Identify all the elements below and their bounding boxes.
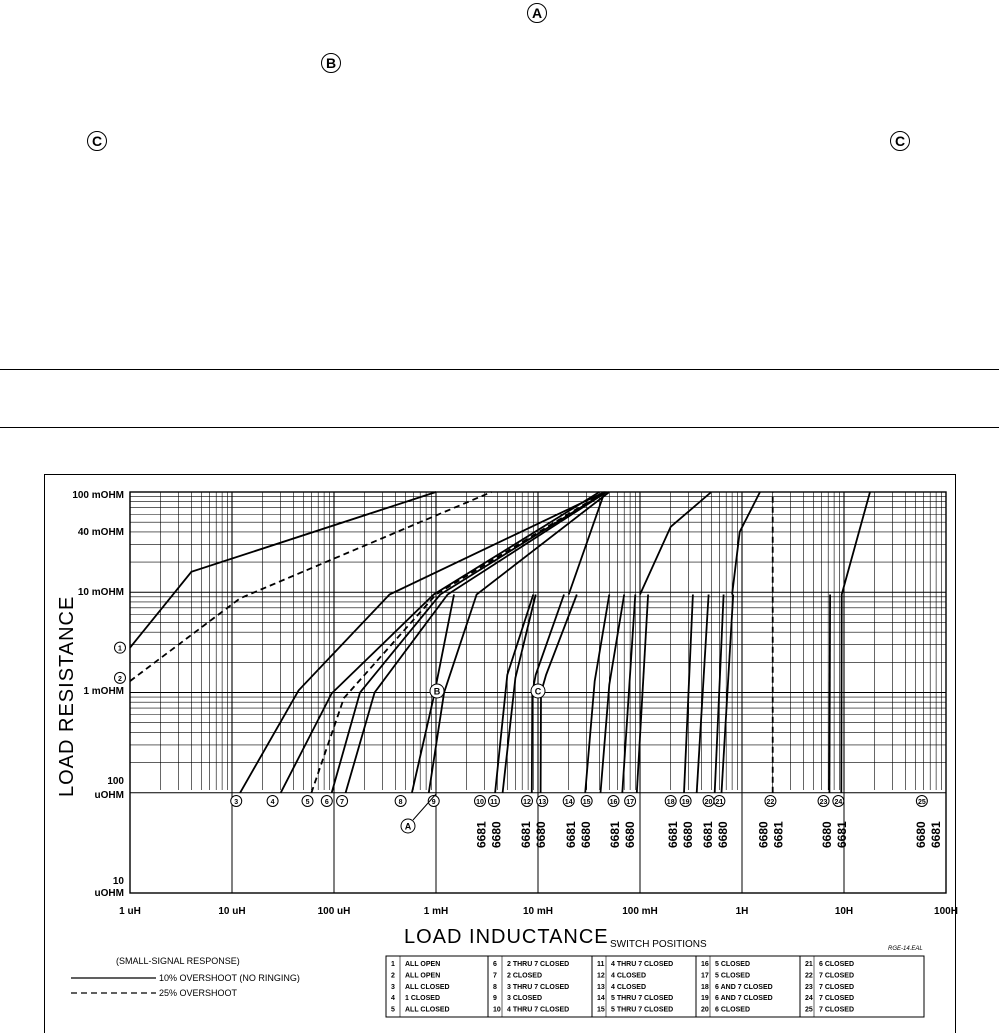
marker-18: 18 (666, 799, 675, 806)
switch-row-setting: 5 CLOSED (715, 961, 751, 968)
model-label: 6681 (607, 821, 622, 848)
y-tick-labels (72, 490, 124, 899)
switch-row-number: 12 (597, 972, 605, 980)
switch-row-number: 20 (701, 1006, 709, 1014)
switch-row-number: 15 (597, 1006, 605, 1014)
switch-row-number: 11 (597, 961, 605, 968)
marker-16: 16 (609, 799, 618, 806)
marker-15: 15 (582, 799, 591, 806)
chart-curves (130, 492, 930, 793)
switch-row-setting: 6 AND 7 CLOSED (715, 995, 773, 1003)
marker-6: 6 (324, 799, 329, 806)
y-tick-label: 40 mOHM (77, 527, 124, 538)
legend-title: (SMALL-SIGNAL RESPONSE) (116, 956, 240, 966)
switch-row-setting: ALL CLOSED (405, 1006, 450, 1014)
switch-row-setting: 5 THRU 7 CLOSED (611, 995, 674, 1003)
figure-code: RGE-14.EAL (888, 946, 923, 952)
switch-row-number: 18 (701, 983, 709, 991)
y-tick-label: 100 mOHM (72, 490, 124, 501)
x-tick-label: 1 mH (423, 906, 449, 917)
model-label: 6680 (819, 821, 834, 848)
curve-2 (130, 492, 492, 681)
curve-9 (429, 492, 610, 793)
marker-14: 14 (564, 799, 573, 806)
switch-row-number: 4 (391, 995, 395, 1003)
y-tick-label: 10 (112, 876, 124, 887)
switch-table-title: SWITCH POSITIONS (610, 939, 707, 950)
marker-21: 21 (715, 799, 724, 806)
switch-row-setting: 7 CLOSED (819, 983, 855, 991)
marker-20: 20 (704, 799, 713, 806)
switch-row-setting: 4 THRU 7 CLOSED (611, 961, 674, 968)
annotation-c: C (534, 686, 542, 697)
model-label: 6681 (665, 821, 680, 848)
y-tick-label: 10 mOHM (77, 587, 124, 598)
switch-row-number: 8 (493, 983, 497, 991)
switch-row-number: 19 (701, 995, 709, 1003)
switch-row-number: 22 (805, 972, 813, 980)
switch-row-setting: 3 CLOSED (507, 995, 543, 1003)
marker-7: 7 (340, 799, 345, 806)
marker-23: 23 (819, 799, 828, 806)
y-tick-label: 1 mOHM (83, 686, 124, 697)
chart-markers (115, 642, 928, 833)
marker-9: 9 (431, 799, 436, 806)
marker-8: 8 (398, 799, 403, 806)
switch-row-number: 16 (701, 961, 709, 968)
switch-row-setting: 5 THRU 7 CLOSED (611, 1006, 674, 1014)
y-tick-label: uOHM (94, 790, 124, 801)
curve-17 (637, 595, 648, 793)
marker-24: 24 (834, 799, 843, 806)
switch-row-setting: 4 THRU 7 CLOSED (507, 1006, 570, 1014)
legend-solid-label: 10% OVERSHOOT (NO RINGING) (159, 973, 300, 983)
curve-19 (697, 595, 709, 793)
curve-24 (841, 492, 870, 793)
curve-1 (130, 492, 436, 648)
marker-13: 13 (538, 799, 547, 806)
model-label: 6681 (834, 821, 849, 848)
curve-6 (332, 492, 606, 793)
switch-row-setting: 4 CLOSED (611, 972, 647, 980)
switch-row-number: 14 (597, 995, 605, 1003)
switch-row-setting: ALL OPEN (405, 961, 441, 968)
curve-21 (722, 595, 734, 793)
x-tick-label: 10H (834, 906, 854, 917)
x-tick-label: 100 mH (622, 906, 658, 917)
model-label: 6681 (771, 821, 786, 848)
model-label: 6680 (622, 821, 637, 848)
model-label: 6681 (518, 821, 533, 848)
marker-a: A (527, 3, 547, 23)
switch-row-setting: 2 THRU 7 CLOSED (507, 961, 570, 968)
switch-row-number: 21 (805, 961, 813, 968)
switch-row-setting: 4 CLOSED (611, 983, 647, 991)
marker-4: 4 (270, 799, 275, 806)
x-tick-label: 10 mH (522, 906, 554, 917)
marker-19: 19 (681, 799, 690, 806)
switch-row-number: 10 (493, 1006, 501, 1014)
marker-12: 12 (523, 799, 531, 806)
switch-row-setting: 6 CLOSED (819, 961, 855, 968)
model-label: 6680 (680, 821, 695, 848)
switch-row-setting: 7 CLOSED (819, 972, 855, 980)
model-label: 6680 (533, 821, 548, 848)
model-label: 6681 (928, 821, 943, 848)
switch-row-number: 7 (493, 972, 497, 980)
x-tick-label: 1H (735, 906, 749, 917)
switch-row-setting: 1 CLOSED (405, 995, 441, 1003)
marker-c-right: C (890, 131, 910, 151)
annotation-b: B (433, 686, 441, 697)
switch-row-setting: 5 CLOSED (715, 972, 751, 980)
model-label: 6681 (563, 821, 578, 848)
marker-b: B (321, 53, 341, 73)
switch-row-setting: 6 AND 7 CLOSED (715, 983, 773, 991)
marker-17: 17 (626, 799, 635, 806)
switch-row-number: 24 (805, 995, 813, 1003)
switch-row-setting: 2 CLOSED (507, 972, 543, 980)
y-tick-label: uOHM (94, 888, 124, 899)
y-tick-label: 100 (107, 776, 124, 787)
legend-dashed-label: 25% OVERSHOOT (159, 988, 238, 998)
marker-2: 2 (118, 675, 122, 683)
model-label: 6680 (913, 821, 928, 848)
x-tick-labels (119, 906, 958, 917)
switch-row-number: 25 (805, 1006, 813, 1014)
switch-row-number: 3 (391, 983, 395, 991)
switch-row-number: 5 (391, 1006, 395, 1014)
legend (71, 956, 300, 998)
switch-row-number: 6 (493, 961, 497, 968)
x-tick-label: 10 uH (218, 906, 246, 917)
model-label: 6680 (756, 821, 771, 848)
switch-row-number: 23 (805, 983, 813, 991)
marker-1: 1 (118, 645, 122, 653)
marker-5: 5 (305, 799, 310, 806)
switch-row-number: 13 (597, 983, 605, 991)
switch-row-setting: 7 CLOSED (819, 1006, 855, 1014)
curve-13 (541, 595, 577, 793)
curve-23 (829, 595, 830, 793)
marker-22: 22 (766, 799, 775, 806)
switch-row-setting: 7 CLOSED (819, 995, 855, 1003)
switch-row-setting: 3 THRU 7 CLOSED (507, 983, 570, 991)
switch-row-setting: ALL CLOSED (405, 983, 450, 991)
model-labels (475, 821, 943, 848)
y-axis-label: LOAD RESISTANCE (56, 595, 78, 797)
model-label: 6681 (700, 821, 715, 848)
switch-row-number: 17 (701, 972, 709, 980)
x-tick-label: 100H (934, 906, 958, 917)
model-label: 6681 (474, 821, 489, 848)
switch-row-setting: ALL OPEN (405, 972, 441, 980)
curve-5 (311, 492, 604, 793)
model-label: 6680 (715, 821, 730, 848)
annotation-a-leader (413, 794, 436, 820)
switch-row-setting: 6 CLOSED (715, 1006, 751, 1014)
marker-25: 25 (917, 799, 926, 806)
model-label: 6680 (578, 821, 593, 848)
marker-11: 11 (490, 799, 498, 806)
marker-3: 3 (234, 799, 239, 806)
marker-c-left: C (87, 131, 107, 151)
x-tick-label: 100 uH (317, 906, 351, 917)
x-axis-label: LOAD INDUCTANCE (404, 926, 609, 948)
annotation-a: A (404, 821, 412, 832)
switch-table (386, 956, 924, 1017)
switch-row-number: 1 (391, 961, 395, 968)
switch-row-number: 2 (391, 972, 395, 980)
marker-10: 10 (476, 799, 484, 806)
curve-14 (585, 595, 609, 793)
model-label: 6680 (489, 821, 504, 848)
x-tick-label: 1 uH (119, 906, 141, 917)
switch-row-number: 9 (493, 995, 497, 1003)
